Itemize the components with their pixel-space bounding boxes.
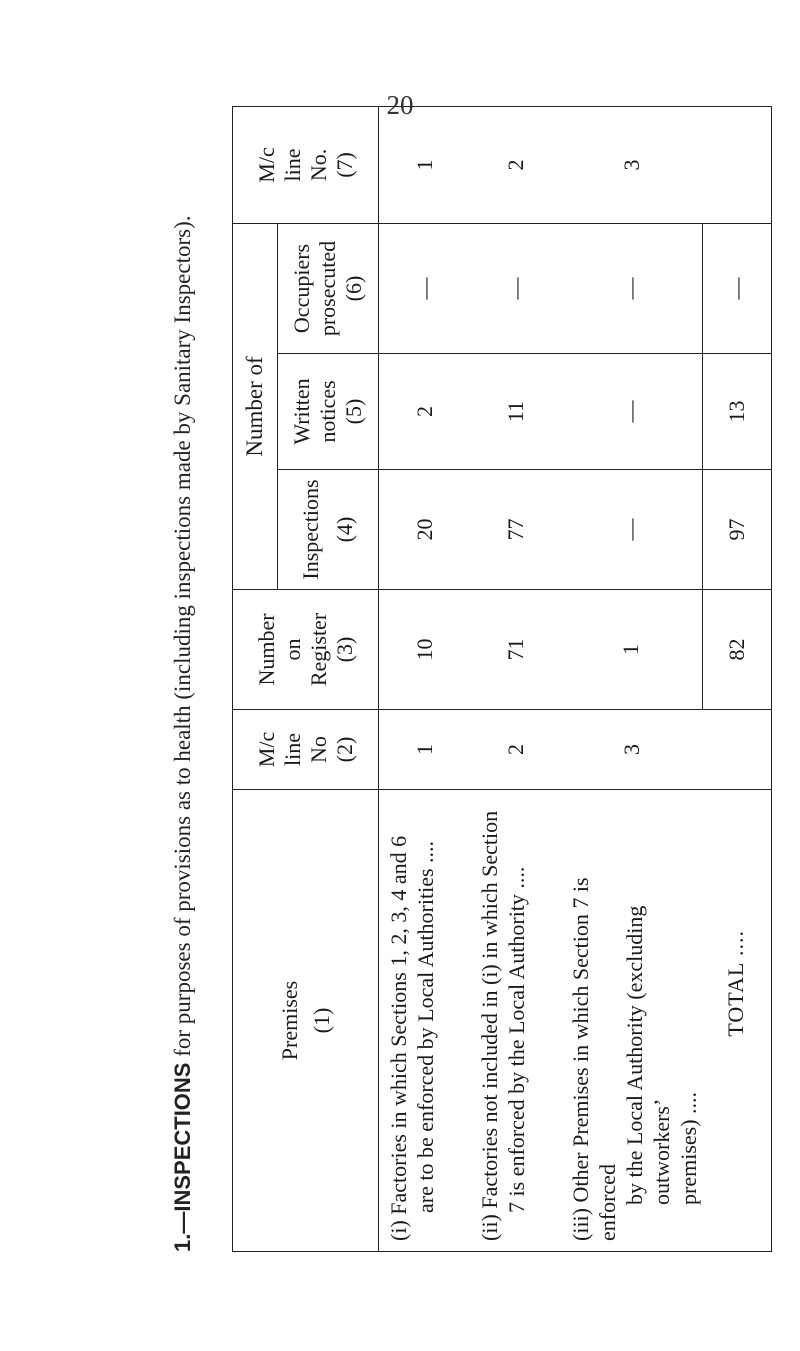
col-number-on-register: Number on Register (3)	[233, 590, 379, 710]
inspections-value: 77	[470, 470, 561, 590]
inspections-table	[232, 106, 772, 1252]
col-group-number-of: Number of	[233, 223, 278, 589]
total-row	[702, 106, 771, 1251]
col-mc-line-left: M/c line No (2)	[233, 710, 379, 790]
total-label: TOTAL ....	[702, 790, 771, 1252]
mc-line-right-value: 3	[561, 106, 702, 223]
inspections-value: 20	[379, 470, 471, 590]
register-value: 10	[379, 590, 471, 710]
prosecuted-value: —	[379, 223, 471, 353]
total-notices: 13	[702, 354, 771, 470]
col-inspections: Inspections (4)	[278, 470, 379, 590]
mc-line-left-value: 1	[379, 710, 471, 790]
notices-value: 2	[379, 354, 471, 470]
premises-cell: (ii) Factories not included in (i) in which Section 7 is enforced by the Local Authority ....	[470, 790, 561, 1252]
premises-cell: (i) Factories in which Sections 1, 2, 3, 4 and 6 are to be enforced by Local Authorities ....	[379, 790, 471, 1252]
col-premises: Premises (1)	[233, 790, 379, 1252]
inspections-value: —	[561, 470, 702, 590]
premises-cell: (iii) Other Premises in which Section 7 is enforced by the Local Authority (excluding outworkers’ premises) ....	[561, 790, 702, 1252]
total-mc-line-left	[702, 710, 771, 790]
total-register: 82	[702, 590, 771, 710]
col-mc-line-right: M/c line No. (7)	[233, 106, 379, 223]
table-row	[561, 106, 702, 1251]
total-inspections: 97	[702, 470, 771, 590]
mc-line-right-value: 1	[379, 106, 471, 223]
page-number: 20	[386, 90, 414, 120]
heading-bold: 1.—INSPECTIONS	[170, 1062, 195, 1252]
mc-line-left-value: 2	[470, 710, 561, 790]
mc-line-right-value: 2	[470, 106, 561, 223]
table-row	[470, 106, 561, 1251]
inspections-table-section	[170, 107, 755, 1252]
register-value: 1	[561, 590, 702, 710]
total-mc-line-right	[702, 106, 771, 223]
col-occupiers-prosecuted: Occupiers prosecuted (6)	[278, 223, 379, 353]
prosecuted-value: —	[561, 223, 702, 353]
col-written-notices: Written notices (5)	[278, 354, 379, 470]
total-prosecuted: —	[702, 223, 771, 353]
notices-value: —	[561, 354, 702, 470]
section-heading	[170, 107, 210, 1252]
notices-value: 11	[470, 354, 561, 470]
table-row	[379, 106, 471, 1251]
prosecuted-value: —	[470, 223, 561, 353]
register-value: 71	[470, 590, 561, 710]
heading-text: for purposes of provisions as to health (including inspections made by Sanitary Inspectors).	[170, 215, 195, 1063]
mc-line-left-value: 3	[561, 710, 702, 790]
